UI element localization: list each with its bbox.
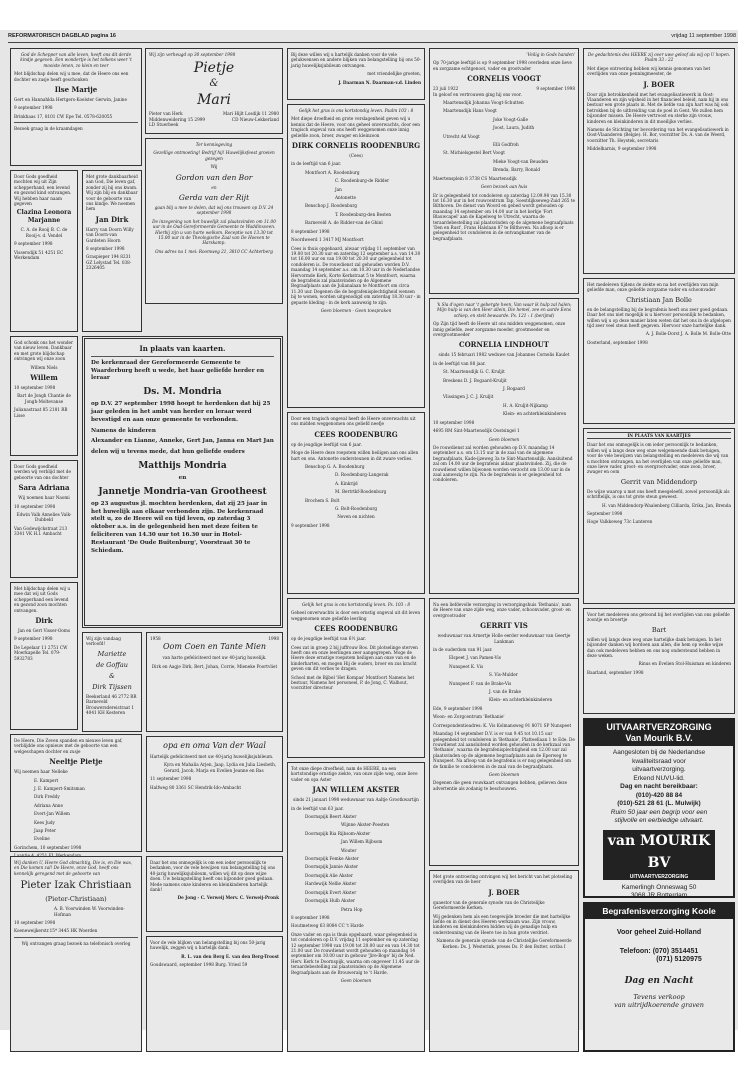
ad-body: De rouwdienst zal worden gehouden op D.V. maandag 14 september a.s. om 13.15 uur in de zaal van de algemene begraafplaats, Kade-ijzeweg 3a te Sint-Maartensdijk. Aansluitend zal om 14.00 uur de begrafenis aldaar plaatsvinden. Zij, die de rouwdienst willen bijwonen worden verzocht om 13.00 uur in de zaal aanwezig te zijn. Na de begrafenis is er gelegenheid tot condoleren.: [433, 444, 573, 483]
ad-text: gaan blij u mee te delen, dat wij ons trouwen op D.V. 24 september 1998: [154, 205, 274, 216]
ampersand: &: [109, 671, 115, 680]
vm-title-2: Van Mourik B.V.: [625, 733, 693, 743]
ad-address: Gorinchem, 10 september 1998: [14, 844, 82, 850]
family-3: Adriana Anne: [34, 802, 63, 808]
family-2: Doornspijk Ria Rijbsom-Akster: [305, 830, 371, 836]
ad-text: Met grote dankbaarheid aan God, Die leven gaf, zonder zij bij ons kwam. Wij zijn blij en dankbaar voor de geboorte van ons kindje. We noemen hem: [86, 174, 138, 212]
ad-names: Bart de Jongh Chantie de Jongh-Moltevanse: [17, 393, 71, 404]
ad-note: Geen bezoek aan huis: [480, 184, 528, 190]
vm-logo-sub: UITVAARTVERZORGING: [629, 873, 689, 880]
family-2: Dirk Freddy: [34, 794, 60, 800]
ad-subtitle: Wij noemen haar Naomi: [18, 495, 70, 501]
death-ad-boer-stichting: [583, 48, 735, 274]
deceased-sub: quaestor van de generale synode van de Christelijke Gereformeerde Kerken.: [433, 899, 545, 911]
ad-body: en de belangstelling bij de begrafenis heeft ons zeer goed gedaan. Daar het ons niet mogelijk is u hiervoor persoonlijk te bedanken, willen wij u op deze manier laten weten dat het ons in de afgelopen tijd zeer veel steun heeft gegeven. Hiervoor onze hartelijke dank.: [587, 306, 731, 329]
family-5: Klein- en achterkleinkinderen: [503, 411, 567, 417]
ad-footer: Ons adres na 1 mei: Roomweg 21, 3810 CC Achterberg: [155, 248, 273, 254]
family-8: Brenda, Barry, Ronald: [493, 167, 541, 173]
ad-body: op D.V. 27 september 1998 hoopt te herdenken dat hij 25 jaar geleden in het ambt van herder en leraar werd bevestigd en aan onze gemeente te verbonden.: [91, 401, 271, 423]
year-start: 1958: [150, 636, 161, 641]
deceased-name: CEES ROODENBURG: [314, 624, 398, 634]
page-date: vrijdag 11 september 1998: [671, 33, 736, 39]
deceased-age: op de jeugdige leeftijd van 6½ jaar.: [291, 636, 366, 642]
vm-address-2: 3068 JR Rotterdam: [630, 892, 688, 899]
deceased-name: DIRK CORNELIS ROODENBURG: [291, 141, 421, 151]
ad-text: van harte gefeliciteerd met uw 40-jarig huwelijk.: [162, 655, 267, 661]
ad-date: Middelharnis, 9 september 1998: [587, 146, 657, 152]
year-end: 1998: [268, 636, 279, 641]
ad-date: Oosterland, september 1998: [587, 339, 648, 345]
ad-body: Moge de Heere deze roepstem willen heiligen aan ons allen hart en ons. Antonette ondersteunen in dit zware verlies.: [291, 450, 419, 461]
family-10: Doornspijk Hulb Akster: [305, 898, 356, 904]
death-ad-boer-synode: [429, 870, 579, 1052]
thanks-ad-middendorp: [583, 428, 735, 604]
deceased-name: Bart: [651, 625, 667, 634]
ad-body: De wijze waarop u met ons heeft meegeleefd, zowel persoonlijk als schriftelijk, is ons tot grote steun geweest.: [587, 488, 730, 500]
ad-text: Met diepe droefheid en grote verslagenheid geven wij u kennis dat de Heere, voor ons geheel onverwachts, door een tragisch ongeval van ons heeft weggenomen onze innig geliefde zoon, broer, zwager en kleinzoon: [291, 116, 420, 138]
ad-footer: Neven en nichten: [337, 514, 375, 520]
ad-names: Rinus en Evelien Stol-Huisman en kinderen: [638, 661, 731, 667]
bride-name: Gerda van der Rijt: [178, 193, 250, 203]
family-2: S. Vis-Mulder: [489, 672, 518, 678]
family-5: Klein- en achterkleinkinderen: [489, 697, 553, 703]
family-6: Doornspijk Jannie Akster: [305, 864, 359, 870]
deceased-age: in de leeftijd van 88 jaar.: [433, 360, 486, 366]
family-7: Mieke Voogt-van Beusden: [493, 158, 549, 164]
ad-date: 9 september 1998: [291, 522, 330, 528]
death-ad-gerrit-vis: [429, 598, 579, 866]
family-2: Joke Voogt-Galle: [493, 116, 529, 122]
paper-title: REFORMATORISCH DAGBLAD pagina 16: [8, 33, 116, 39]
ad-title: IN PLAATS VAN KAARTJES: [587, 432, 731, 439]
family-5: Doornspijk Femke Akster: [305, 856, 359, 862]
van-mourik-logo: [603, 830, 715, 880]
birth-ad-dirk: [10, 582, 78, 730]
family-0: Benschop G. A. Boodenburg: [305, 464, 365, 470]
deceased-name: Gerrit van Middendorp: [620, 477, 698, 486]
parent-2: Jannetje Mondria-van Grootheest: [98, 486, 267, 497]
ad-date: September 1998: [587, 511, 623, 517]
family-4: J. van de Brake: [489, 689, 521, 695]
vm-line-5: Dag en nacht bereikbaar:: [620, 783, 698, 790]
ad-address: Koeneweijkerstr.15* 3445 HK Woerden: [14, 928, 98, 934]
deceased-sub: weduwnaar van Arnertje Holle eerder weduwnaar van Geertje Lankman: [437, 633, 571, 644]
family-3: Antonette: [335, 195, 356, 201]
vm-title-1: UITVAARTVERZORGING: [606, 722, 712, 732]
jubilee-ad-mondria: [82, 336, 283, 628]
name-2: Dirk Tijssen: [92, 682, 132, 691]
ad-address: Vissersdijk 51 4251 EC Werkendam: [14, 249, 64, 261]
ad-address: Goudswaard, september 1998 Burg. Vriesl 59: [150, 962, 248, 968]
ad-text: Door een tragisch ongeval heeft de Heere onverwachts uit ons midden weggenomen ons geliefd neefje: [291, 416, 416, 427]
ad-footer: Geen bloemen - Geen toespraken: [320, 307, 392, 313]
koole-phone-2: (071) 5120975: [656, 956, 702, 963]
ad-date: 10 september 1998: [14, 503, 56, 509]
ad-en: en: [211, 184, 217, 190]
ad-names: Gert en Hannahlda Hertgers-Koelster Gerwin, Janine: [14, 97, 127, 103]
death-date: 9 september 1998: [536, 86, 575, 92]
ad-names: A. B. Voorwinden W. Voorwinden-Hofman: [54, 906, 125, 917]
koole-line-6: van uitrijdkoerende graven: [614, 1001, 704, 1009]
ad-title: Oom Coen en Tante Mien: [162, 642, 267, 652]
family-6: Barneveld A. de Ridder-van de Ghinl: [305, 220, 383, 226]
ad-names: Namens de generale synode van de Christelijke Gereformeerde Kerken: Ds. J. Westerink, preses Ds. P. den Butter, scriba I: [436, 938, 572, 949]
ad-body: Cees is thuis opgebaard, alwaar vrijdag 11 september van 19.00 tot 20.30 uur en zaterdag 12 september a.s. van 14.30 tot 16.00 uur en van 19.00 tot 20.30 uur gelegenheid tot condoleren is. De rouwdienst zal gehouden worden D.V. maandag 14 september a.s. om 10.30 uur in de Nederlandse Hervormde Kerk, Korte Kerkstraat 5 te Montfoort, waarna de begrafenis zal plaatsvinden op de Algemene Begraafplaats aan de Julianalaan te Montfoort om circa 11.30 uur. Degenen die de begrafenisplechtigheid wensen bij te wonen, worden uitgenodigd om zaterdag 18.30 uur - in gepaste kleding - in de kerk aanwezig te zijn.: [291, 245, 421, 305]
family-6: St. Michielsgestel Bert Voogt: [443, 150, 505, 156]
deceased-name: CORNELIA LINDHOUT: [459, 340, 549, 350]
vm-address-1: Kamerlingh Onneswag 50: [621, 883, 697, 891]
ad-note: Geen bloemen: [488, 771, 520, 777]
ad-address: Beekerland 46 2772 RR Barneveld Brouwersdereistraat 1 4041 KH Kesteren: [86, 693, 137, 716]
family-2: A. Kinkrijd: [335, 480, 358, 486]
ad-address: De Lepelaar 11 2751 CW Moerkapelle Tel. 079-5932783: [14, 644, 68, 661]
thanks-ad-bolle: [583, 278, 735, 424]
birth-date: 23 juli 1922: [433, 86, 459, 92]
ad-address: Graspieper 194 8231 GZ Lelystad Tel. 038-2326405: [86, 254, 132, 271]
ad-date: 11 september 1998: [150, 776, 192, 782]
ad-address: Noordweerd 1 3417 MJ Montfoort: [291, 237, 364, 243]
ad-title: In plaats van kaarten.: [139, 344, 226, 353]
deceased-name: GERRIT VIS: [480, 621, 528, 631]
ad-names: Namens de Stichting ter bevordering van het evangelisatiewerk in Oost-Vlaanderen (Belgie): H. Bor, voorzitter Ds. A. van de Weerd, voorzitter Th. Heystek, secretaris: [587, 127, 729, 143]
deceased-nickname: (Cees): [349, 153, 363, 159]
ad-text: Na een liefdevolle verzorging in verzorgingshuis 'Bethania', nam de Heere van onze zijde weg, onze vader, schoonvader, groot- en overgrootvader: [433, 602, 571, 618]
deceased-age: in de leeftijd van 63 jaar.: [291, 805, 344, 811]
family-4: Brochem S. Bolt: [305, 497, 340, 503]
birth-ad-ilse: [10, 48, 142, 166]
ad-text: Met blijdschap delen wij u mee dat wij uit Gods schepperhand een levend en gezond zoon mochten ontvangen.: [14, 586, 71, 613]
jubilee-ad-opa-oma: [146, 736, 283, 852]
ad-names: J. Daarman N. Daarman-v.d. Linden: [338, 79, 421, 85]
ad-address: Halfweg 80 3361 SC Hendrik-Ido-Ambacht: [150, 784, 242, 790]
death-ad-cees-school: [287, 598, 425, 758]
deceased-age: op de jeugdige leeftijd van 6 jaar.: [291, 441, 362, 447]
deceased-name: JAN WILLEM AKSTER: [312, 785, 400, 795]
family-4: Utrecht Ad Voogt: [443, 133, 480, 139]
ad-names: Dirk en Aagje Dirk, Bert, Johan, Corrie, Mieneke Poortvliet: [151, 663, 278, 669]
ad-address: Maertensplein 8 3738 CS Maartensdijk: [433, 175, 517, 181]
ad-text: Voor het medeleven ons getoond bij het overlijden van ons geliefde zoontje en broertje: [587, 612, 730, 623]
family-3: Joost, Laura, Judith: [493, 125, 535, 131]
newspaper-page: [0, 30, 738, 1030]
child-name: Neeltje Pietje: [49, 757, 103, 767]
ad-verse: Gelijk het gras is ons kortstondig leven. Psalm 103 : 8: [298, 108, 414, 113]
ad-date: 10 september 1998: [14, 385, 56, 391]
family-4: Wouter: [341, 847, 357, 853]
vm-line-8: Ruim 50 jaar een begrip voor een: [610, 808, 708, 816]
ad-footer: Bezoek graag in de kraamdagen: [14, 126, 83, 132]
ad-body: Maandag 14 september D.V. is er van 9.45 tot 10.15 uur gelegenheid tot condoleren in 'Bethanie', Platteellaan 1 te Ede. De rouwdienst zal aansluitend worden gehouden in de kerkzaal van 'Bethanie', waarna de begrafenisplechtigheid om 12.00 uur zal plaatsvinden op de algemene begraafplaats aan de Eperweg te Nunspeet. Na afloop van de begrafenis is er nog gelegenheid om de familie te condoleren in de zaal van de begraafplaats.: [433, 731, 575, 769]
koole-phone-1: Telefoon: (070) 3514451: [619, 947, 699, 955]
ad-text: Tot onze diepe droefheid, nam de HEERE, na een kortstondige ernstige ziekte, van onze zijde weg, onze lieve vader en opa Aster: [291, 766, 418, 782]
birth-ad-jan-dirk: [82, 170, 142, 332]
ad-body: Wij gedenken hem als een toegewijde broeder die met hartelijke liefde en in dienst des Heeren werkzaam was. Zijn vrouw, kinderen en kleinkinderen bidden wij de genadige hulp en ondersteuning van de Heere toe in hun grote verdriet.: [433, 913, 571, 935]
family-0: St. Maartensdijk G. C. Kruljit: [443, 369, 505, 375]
ad-text: Met diepe ontroering hebben wij kennis genomen van het overlijden van onze penningmeester, de: [587, 65, 711, 77]
ad-address: Brinkhaas 17, 8101 CW Epe Tel. 0578-620055: [14, 113, 113, 119]
birth-ad-neeltje: [10, 734, 142, 852]
ad-text: Wij zijn vandaag verloofd!: [86, 636, 121, 647]
ad-names: H. van Middendorp-Waalenberg Cilliarda, Erika, Jan, Brenda: [601, 502, 731, 508]
deceased-name: CEES ROODENBURG: [314, 429, 398, 439]
koole-ad: [583, 902, 735, 1052]
family-3: Nunspeet F. van de Brake-Vis: [449, 680, 512, 686]
ad-date: 9 september 1998: [14, 105, 53, 111]
thanks-ad-van-den-berg: [146, 936, 283, 1052]
family-0: Montfoort A. Roodenburg: [305, 169, 360, 175]
minister-name: Ds. M. Mondria: [143, 387, 222, 398]
family-2: Jan: [335, 186, 342, 192]
ad-date: 8 september 1998: [291, 914, 330, 920]
ad-footer: Degenen die geen rouwkaart ontvangen hebben, gelieven deze advertentie als zodanig te beschouwen.: [433, 780, 568, 791]
ad-verse: Gezellige ontmoeting! Bedrijf hij! Huwelijksfeest groeien gezegen: [153, 150, 275, 161]
groom-name: Gordon van den Bor: [175, 172, 253, 182]
deceased-name: J. BOER: [643, 79, 675, 89]
wedding-ad-gordon-gerda: [145, 138, 283, 304]
thanks-ad-bart: [583, 608, 735, 714]
family-7: Doornspijk Alie Akster: [305, 872, 353, 878]
koole-line-5: Tevens verkoop: [633, 992, 685, 1001]
ad-address: Houtmetweg 63 8084 CC 't Harde: [291, 923, 364, 929]
ad-en: en: [178, 474, 187, 481]
koole-title: Begrafenisverzorging Koole: [585, 904, 733, 919]
deceased-sub: sinds 21 januari 1998 weduwnaar van Aaltje Grootkwartijn: [293, 797, 419, 803]
deceased-age: in de leeftijd van 6 jaar.: [291, 161, 342, 167]
family-5: G. Bolt-Roodenburg: [335, 506, 378, 512]
ad-address: Hoge Valkkeweg 73c Lunteren: [587, 519, 653, 525]
ad-names: De Jong - C. Verweij Merv. C. Verweij-Pronk: [177, 895, 279, 901]
death-ad-voogt: [429, 48, 579, 294]
ad-names: C. A. de Rooij B. C. de Rooij-v. d. Vendel: [20, 227, 68, 238]
deceased-age: in de ouderdom van 91 jaar.: [433, 647, 493, 653]
vm-logo-text: van MOURIK BV: [607, 832, 711, 871]
vm-phone-2: (010)-521 28 61 (L. Mulwijk): [617, 800, 701, 807]
name-1: Pietje: [193, 60, 235, 77]
ad-date: Baarland, september 1998: [587, 669, 644, 675]
vm-line-1: Aangesloten bij de Nederlandse: [612, 749, 706, 756]
child-name: Willem: [30, 373, 58, 383]
ad-verse: De gedachtenis des HEERE zij over uwe geloof als wij op U hopen. Psalm 33 : 22: [587, 52, 731, 63]
ad-date: 10 september 1998: [14, 920, 56, 926]
family-1: D. Roodenburg-Langerak: [335, 472, 389, 478]
death-ad-lindhout: [429, 298, 579, 594]
family-6: Jaap Peter: [34, 828, 56, 834]
death-ad-cees-nephews: [287, 412, 425, 594]
ad-footer: op 23 augustus jl. mochten herdenken, dat zij 25 jaar in het huwelijk aan elkaar verbonden zijn. De kerkenraad stelt u, zo de Heere wil en tijd leven, op zaterdag 3 oktober a.s. in de gelegenheid hen met deze feiten te feliciteren van 14.30 uur tot 16.30 uur in Hotel-Restaurant 'De Oude Buitenburg', Voorstraat 30 te Schiedam.: [91, 500, 268, 554]
name-2: Mari: [197, 92, 231, 109]
ad-note: Geen bloemen: [488, 436, 520, 442]
ad-greeting: met vriendelijke groeten,: [367, 71, 421, 77]
death-ad-dirk-cornelis: [287, 104, 425, 408]
ad-body: In geloof en vertrouwen ging hij ons voor.: [433, 91, 522, 97]
ad-address: 4695 RM Sint-Maartensdijk Oostsingel 1: [433, 428, 520, 434]
family-8: Hardewijk Nellie Akster: [305, 881, 357, 887]
ad-date: 8 september 1998: [86, 246, 125, 252]
ad-names: Harry van Doorn Willy van Doorn-van Gardeten Hoorn: [86, 226, 134, 243]
family-4: H. A. Kruljit-Nijkamp: [503, 402, 548, 408]
family-7: Eveline: [34, 836, 50, 842]
ad-address: Van Godewijckstraat 213 3341 VK H.I. Ambacht: [14, 525, 68, 537]
ad-body: willen wij langs deze weg onze hartelijke dank betuigen. In het bijzonder danken wij hordoen aan allen, die hem op welke wijze dan ook medeleven hebben en ons nog ondersteund hebben in deze weken.: [587, 636, 724, 659]
family-3: M. Bertrtkf-Roodenburg: [335, 489, 387, 495]
vm-phone-1: (010)-420 88 84: [635, 791, 683, 799]
name-1b: de Goffau: [96, 660, 128, 669]
family-0: Doornspijk Beert Akster: [305, 814, 357, 820]
child-name: Clazina Leonora Marjanne: [16, 209, 72, 224]
ad-address: Julianastraat 85 2181 RB Lisse: [14, 407, 68, 418]
family-0: Elspeet J. van Pamen-Vis: [449, 655, 501, 661]
ad-text: Met grote ontroering ontvingen wij het bericht van het plotseling overlijden van de heer: [433, 874, 573, 885]
ad-verse: God de Schepper van alle leven, heeft ons dit derde kindje gegeven. Een wondertje is het telkens weer 't mooiste lenen, zo klein en teer: [20, 52, 132, 68]
ad-correspondence: Correspondentieadres: K. Vis Kolmansweg 91 8071 SP Nunspeet: [433, 722, 572, 728]
ad-text: Bij deze willen wij u hartelijk danken voor de vele gelukwensen en andere blijken van belangstelling bij ons 50-jarig huwelijksjubileum ontvangen.: [291, 52, 421, 68]
vm-title: [585, 720, 733, 746]
birth-ad-willem: [10, 336, 78, 456]
deceased-name: Christiaan Jan Bolle: [626, 295, 692, 304]
ad-date: Ede, 9 september 1998: [433, 705, 483, 711]
ad-footer: Wij ontvangen graag bezoek na telefonisch overleg: [21, 940, 131, 946]
family-4: Evert-Jan Willem: [34, 811, 70, 817]
ad-text: Daar het ons onmogelijk is om ieder persoonlijk te bedanken, willen wij u langs deze weg onze welgemeende dank betuigen, voor de vele bewijzen van belangstelling en medeleven die wij van u mochten ontvangen, na het overlijden van onze geliefde man, onze lieve vader, groot- en overgrootvader, onze zoon, broer, zwager en oom: [587, 442, 729, 475]
jubilee-ad-oom-coen: [146, 632, 283, 732]
ad-text: De Heere, Die Zeven spanden en nieuwe leven gaf, verblijdde ons opnieuw met de geboorte van een welgeschapen dochter en zusje: [14, 738, 123, 754]
ad-top: Ter kennisgeving: [195, 142, 233, 147]
ad-address: Woon- en Zorgcentrum 'Bethanie': [433, 714, 505, 720]
ad-text: Door Gods goedheid werden wij verblijd met de geboorte van ons dochter: [14, 464, 71, 480]
right-address: Mari Hijlt Losdijk 11 2980 CD Nieuw-Lekkerland: [222, 111, 279, 122]
vm-line-3: uitvaartverzorging.: [632, 766, 686, 773]
birth-ad-pieter: [10, 856, 142, 1052]
ad-names: R. L. van den Berg E. van den Berg-Troost: [181, 953, 279, 959]
family-1: J. E. Kampert-Smitsman: [34, 786, 85, 792]
birth-ad-sara: [10, 460, 78, 578]
ad-body: Door zijn betrokkenheid met het evangelisatiewerk in Oost-Vlaanderen en zijn wijsheid in het financieel beleid, nam hij in ons bestuur een grote plaats in. Met de liefde van zijn hart was hij ook betrokken bij de uitbreiding van de poel in Gent. We zullen hem bijzonder missen. De Heere vertroost en sterke zijn vrouw, kinderen en kleinkinderen in dit moeilijke verlies.: [587, 91, 729, 124]
ad-verse: 'k Sla d'ogen naar 't gebergte heen, Van waar ik hulp zal halen; Mijn hulp is van den Heer allein, Die hemel, zee en aarde Eens schiep, en stelt bewaarde. Ps. 121 : 1 (berijmd): [436, 302, 572, 318]
family-5: Elli Godfroh: [493, 142, 519, 148]
ad-text: Geheel onverwachts is door een ernstig ongeval uit dit leven weggenomen onze geliefde leerling: [291, 610, 421, 621]
ad-text: Op Zijn tijd heeft de Heere uit ons midden weggenomen, onze innig geliefde, zeer zorgzame moeder, grootmoeder en overgrootmoeder: [433, 321, 566, 338]
ad-text: Met blijdschap delen wij u mee, dat de Heere ons een dochter en zusje heeft geschonken: [14, 71, 129, 82]
van-mourik-ad: [583, 718, 735, 898]
ad-text: Hartelijk gefeliciteerd met uw 40-jarig huwelijksjubileum.: [150, 754, 274, 759]
ad-body: Onze vader en opa is thuis opgebaard, waar gelegenheid is tot condoleren op D.V. vrijdag 11 september en op zaterdag 12 september 1998 van 19.00 tot 20.00 uur en van 14.30 tot 21.00 uur. De rouwdienst wordt gehouden op maandag 14 september om 10.00 uur in gebouw 'Jire-Boge' bij de Ned. Herv. Kerk te Doornspijk, waarna om ongeveer 11.45 uur de teraardebestelling zal plaatsvinden op de Algemene Begraafplaats aan de Brouweralg te 't Harde.: [291, 931, 420, 975]
child-name: Dirk: [35, 616, 53, 626]
child-name: Pieter Izak Christiaan: [20, 880, 132, 892]
family-0: Maartensdijk Johanna Voogt-Schutten: [443, 100, 524, 106]
ad-text: Door Gods goedheid mochten wij uit Zijn schepperhand, een levend en gezond kind ontvangen. Wij hebben haar naam gegeven: [14, 174, 72, 207]
birth-ad-clazina: [10, 170, 78, 332]
family-5: Kees Judy: [34, 819, 55, 825]
ad-date: 9 september 1998: [14, 241, 53, 247]
thanks-ad-daarman: [287, 48, 425, 100]
family-1: Nunspeet K. Vis: [449, 663, 484, 669]
ad-text: Voor de vele blijken van belangstelling bij ons 50-jarig huwelijk, zeggen wij u hartelijk dank.: [150, 940, 266, 951]
ad-date: 10 september 1998: [433, 419, 475, 425]
family-4: Benschop J. Roodenburg: [305, 203, 358, 209]
family-3: Jan Willem Rijbsom: [341, 839, 383, 845]
family-5: T. Roodenburg-den Besten: [335, 211, 392, 217]
family-1: Breskens D. J. Bogaard-Kruljit: [443, 377, 507, 383]
left-address: Pieter van Herk Middenweidering 15 2999 LD Stuerbeek: [149, 111, 206, 128]
family-1: C. Roodenburg-de Ridder: [335, 178, 390, 184]
ad-body: Cees zat in groep 2 bij juffrouw Bos. Dit plotselinge sterven heeft ons en onze leerlingen zeer aangegrepen. Moge de Heere deze ernstige roepstem heiligen aan onze van en de kinderharten, en mogen Hij de ouders, broer en zus kracht geven om dit verlies te dragen.: [291, 644, 418, 672]
page-header: [8, 32, 738, 43]
ad-school: School met de Bijbel 'Het Kompas' Montfoort Namens het bestuur, Namens het personeel, P. de Jong, C. Walhout, voorzitter directeur: [291, 674, 415, 691]
family-9: Doornspijk Evert Akster: [305, 889, 357, 895]
deceased-name: CORNELIS VOOGT: [467, 74, 541, 84]
ad-footer: Geen bloemen: [340, 977, 372, 983]
ad-title: opa en oma Van der Waal: [163, 741, 266, 750]
family-11: Petra Hop: [341, 906, 363, 912]
child-name: Ilse Marije: [54, 85, 98, 95]
koole-line-1: Voor geheel Zuid-Holland: [616, 929, 702, 936]
ad-names: Kyra en Mahalia Arjen, Jaap, Lydia en Julia Liesbeth, Gerard, Jacob, Marja en Evelien Jeanne en Bas: [164, 762, 277, 773]
ad-top: Wij zijn verheugd op 30 september 1998: [149, 52, 236, 57]
koole-line-4: Dag en Nacht: [624, 975, 694, 986]
ad-subtitle: Wij noemen haar Nelleke: [14, 769, 68, 775]
ad-verse: Gelijk het gras is ons kortstondig leven. Ps. 103 : 8: [301, 602, 411, 607]
deceased-sub: sinds 15 februari 1982 weduwe van Johannes Cornelis Kaulet: [438, 352, 570, 358]
parent-1: Matthijs Mondria: [138, 460, 227, 471]
ad-text: God schonk ons het wonder van nieuw leven. Dankbaar en met grote blijdschap ontvingen wij onze zoon: [14, 340, 74, 362]
family-1: Maartensdijk Hans Voogt: [443, 108, 497, 114]
ad-text: Daar het ons onmogelijk is om een ieder persoonlijk te bedanken, voor de vele bewijzen van belangstelling bij ons 40-jarig huwelijksjubileum, willen wij dit op deze wijze doen. Uw belangstelling heeft ons bijzonder goed gedaan. Mede namens onze kinderen en kleinkinderen hartelijk dank!: [150, 860, 276, 893]
ad-date: 8 september 1998: [291, 228, 330, 234]
ad-body-2: Er is gelegenheid tot condoleren op zaterdag 12.09.98 van 15.30 tot 16.30 uur in het rouwcentrum Tap, Soestdijkseweg-Zuid 265 te Bilthoven. De dienst van Woord en gebed wordt gehouden op maandag 14 september om 14.00 uur in het kerkje 'Fort Blauwcapel' aan de Kapelweg te Utrecht, waarna de teraardebestelling zal plaatsvinden op de algemene begraafplaats 'Den en Rust', Frans Halslaan 87 te Bilthoven. Na afloop is er gelegenheid tot condoleren in de ontvangkamer van de begraafplaats.: [433, 192, 575, 241]
thanks-ad-verweij: [146, 856, 283, 932]
family-1: Wijnne Akster-Poesten: [341, 822, 390, 828]
engagement-ad-mariette: [82, 632, 142, 732]
ad-names: Edwin Valk Annelies Valk-Dubbeld: [16, 512, 72, 523]
family-0: E. Kampert: [34, 777, 59, 783]
family-2: J. Bogaard: [503, 386, 525, 392]
child-full-name: Willem Niels: [30, 364, 58, 370]
ad-info: De inzegening van het huwelijk zal plaatsvinden om 11.00 uur in de Oud-Gereformeerde Gemeente te Waddinxveen. Hierbij zijn u van harte welkom. Receptie van 13.30 tot 15.00 uur in de Theologische Zaal van De Hoeven te Harskamp.: [152, 218, 276, 246]
name-1: Mariette: [97, 649, 127, 658]
death-ad-akster: [287, 762, 425, 1052]
ad-text: Op 70-jarige leeftijd is op 9 september 1998 overleden onze lieve en zorgzame echtgenoot, vader en grootvader: [433, 60, 572, 71]
family-3: Vlissingen J. C. J. Kruljit: [443, 394, 494, 400]
ad-intro: De kerkenraad der Gereformeerde Gemeente te Waarderburg heeft u wede, het haar geliefde herder en leraar: [91, 359, 265, 382]
ad-names: A. J. Bolle-Dorst J. A. Bolle M. Bolle-Otte: [645, 331, 731, 337]
ad-text: Het medeleven tijdens de ziekte en na het overlijden van mijn geliefde man, onze geliefde zorgzame vader en schoonvader: [587, 282, 719, 293]
ad-subtitle: (Pieter-Christiaan): [45, 895, 107, 904]
ad-pre: Wij: [210, 164, 218, 170]
vm-line-9: stijlvolle en eerbiedige uitvaart.: [614, 817, 704, 824]
deceased-name: J. BOER: [488, 887, 520, 897]
child-name: Jan Dirk: [95, 214, 129, 224]
ampersand: &: [209, 78, 219, 90]
ad-text: Wij danken U, Heere God almachtig, Die is, en Die was, en Die komen zal! De Heere, onze God, heeft ons kennelijk geregend met de geboorte van: [14, 860, 133, 876]
engagement-ad-pietje-mari: [145, 48, 283, 134]
child-name: Sara Adriana: [18, 483, 70, 493]
ad-date: 9 september 1998: [14, 636, 53, 642]
ad-wish: delen wij u tevens mede, dat hun geliefde ouders: [91, 449, 245, 456]
vm-line-4: Erkend NUVU-lid.: [633, 774, 685, 782]
ad-kids: Namens de kinderen: [91, 427, 156, 434]
ad-names: Alexander en Lianne, Anneke, Gert Jan, Janna en Mart Jan: [91, 438, 274, 445]
vm-line-2: kwaliteitsraad voor: [632, 757, 686, 765]
ad-subtitle: Jan en Gert Visser-Ooms: [17, 628, 71, 634]
ad-verse: 'Veilig in Gods handen': [526, 52, 575, 57]
